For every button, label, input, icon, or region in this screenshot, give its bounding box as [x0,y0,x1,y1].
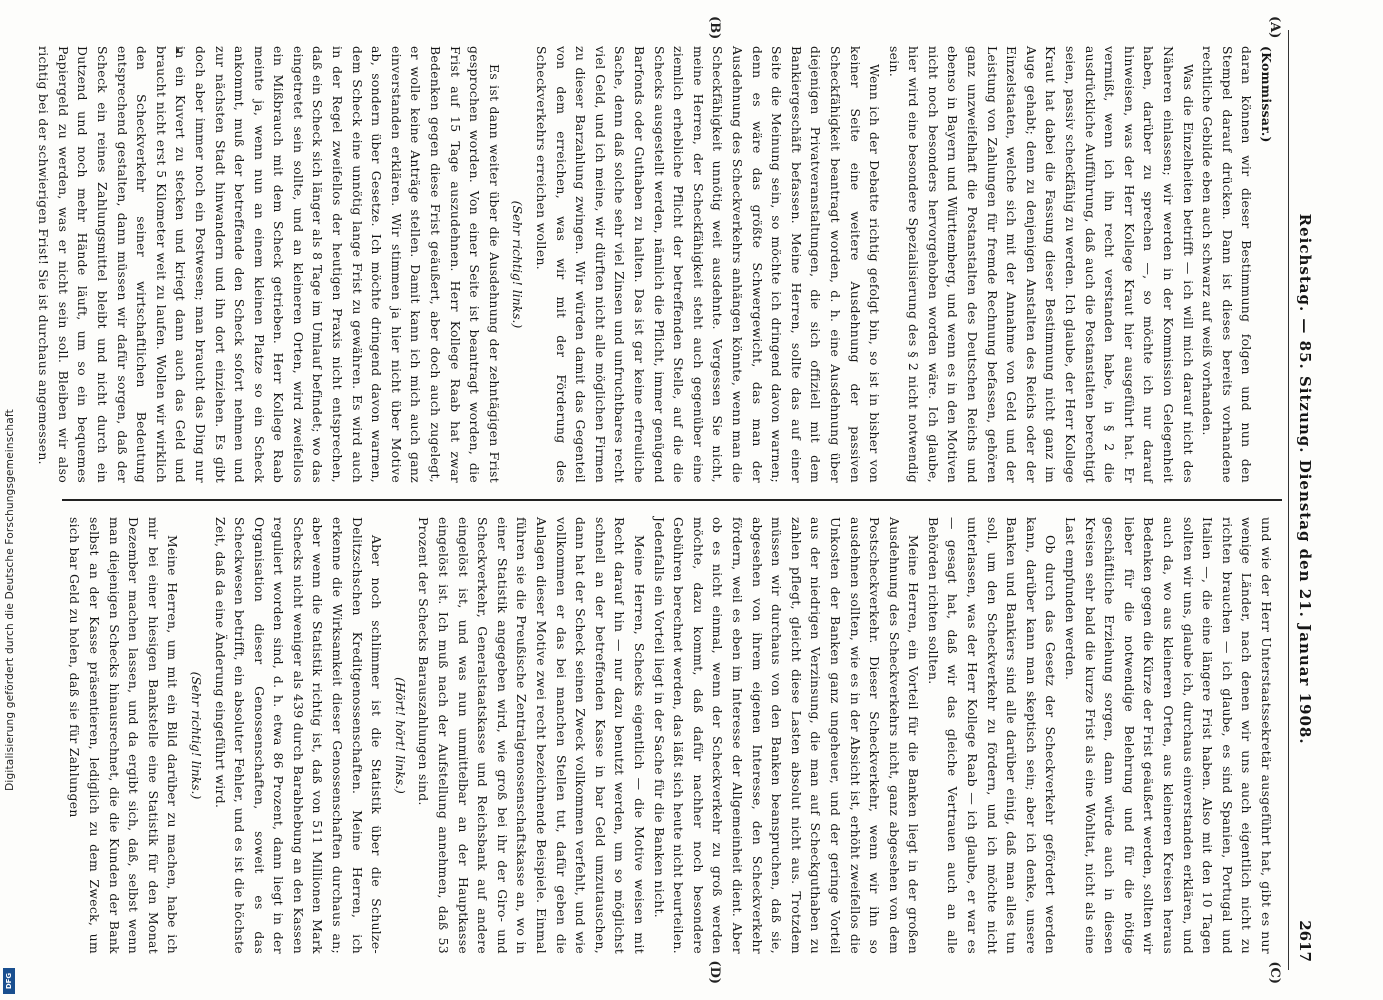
paragraph: und wie der Herr Unterstaatssekretär ausgeführt hat, gibt es nur wenige Länder, nach denen wir uns auch eigentlich nicht zu richten brauchen — ich glaube, es sind Spanien, Portugal und Italien —, die eine längere Frist haben. Also mit den 10 Tagen sollten wir uns, glaube ich, durchaus einverstanden erklären, und auch da, wo aus kleineren Orten, aus kleineren Kreisen heraus Bedenken gegen die Kürze der Frist geäußert werden, sollten wir lieber für die notwendige Belehrung und für die nötige geschäftliche Erziehung sorgen, dann würde auch in diesen Kreisen sehr bald die kurze Frist als eine Wohltat, nicht als eine Last empfunden werden. [1062,517,1274,954]
paragraph: Meine Herren, Schecks eigentlich — die Motive weisen mit Recht darauf hin — nur dazu benutzt werden, um so möglichst schnell an der betreffenden Kasse in bar Geld umzutauschen, dann hat der Scheck seinen Zweck vollkommen verfehlt, und wie vollkommen er das bei manchen Stellen tut, dafür geben die Anlagen dieser Motive zwei recht bezeichnende Beispiele. Einmal führen sie die Preußische Zentralgenossenschaftskasse an, wo in einer Statistik angegeben wird, wie groß bei ihr der Giro- und Scheckverkehr, Generalstaatskasse und Reichsbank auf andere eingelöst ist, und was nun unmittelbar an der Hauptkasse eingelöst ist. Ich muß nach der Aufstellung annehmen, daß 53 Prozent der Schecks Barauszahlungen sind. [415,517,647,954]
dfg-logo [3,968,15,994]
speaker-label: (Kommissar.) [1258,46,1274,143]
margin-marker-d: (D) [706,960,722,984]
digitization-note: Digitalisierung gefördert durch die Deutsche Forschungsgemeinschaft [4,409,16,791]
margin-marker-b: (B) [706,16,722,40]
rotated-page-content [35,16,1322,984]
page-header [1288,30,1322,970]
margin-marker-a: (A) [1266,16,1282,39]
interjection: (Sehr richtig! links.) [509,200,525,329]
paragraph: Aber noch schlimmer ist die Statistik über die Schulze-Delitzschschen Kreditgenossenschaften. Meine Herren, ich erkenne die Wirksamkeit dieser Genossenschaften durchaus an; aber wenn die Statistik richtig ist, daß von 511 Millionen Mark Schecks nicht weniger als 439 durch Barabhebung an den Kassen reguliert worden sind, d. h. etwa 86 Prozent, dann liegt in der Organisation dieser Genossenschaften, soweit es das Scheckwesen betrifft, ein absoluter Fehler, und es ist die höchste Zeit, daß da eine Änderung eingeführt wird. [212,517,384,954]
interjection: (Hört! hört! links.) [392,677,408,794]
dfg-logo-text: DFG [5,972,13,990]
paragraph: Wenn ich der Debatte richtig gefolgt bin, so ist in bisher von keiner Seite eine weitere Ausdehnung der passiven Scheckfähigkeit beantragt worden, d. h. eine Ausdehnung über diejenigen Privatveranstaltungen, die sich offiziell mit dem Bankiergeschäft befassen. Meine Herren, sollte das auf einer Seite die Meinung sein, so möchte ich dringend davon warnen; denn es wäre das größte Schwergewicht, das man der Ausdehnung des Scheckverkehrs anhängen könnte, wenn man die Scheckfähigkeit unnötig weit ausdehnte. Vergessen Sie nicht, meine Herren, der Scheckfähigkeit steht auch gegenüber eine ziemlich erhebliche Pflicht der betreffenden Stelle, auf die die Schecks ausgestellt werden, nämlich die Pflicht, immer genügend Barfonds oder Guthaben zu halten. Das ist gar keine erfreuliche Sache, denn daß solche sehr viel Zinsen und unfruchtbares recht viel Geld, und ich meine, wir dürften nicht alle möglichen Firmen zu dieser Barzahlung zwingen. Wir würden damit das Gegenteil von dem erreichen, was wir mit der Förderung des Scheckverkehrs erreichen wollen. [533,46,882,483]
header-title: Reichstag. — 85. Sitzung. Dienstag den 21. Januar 1908. [1296,213,1314,745]
page-number: 2617 [1296,920,1314,962]
paragraph: Meine Herren, ein Vorteil für die Banken liegt in der großen Ausdehnung des Scheckverkehrs nicht, ganz abgesehen von dem Postscheckverkehr. Dieser Scheckverkehr, wenn wir ihn so ausdehnen sollten, wie es in der Absicht ist, erhöht zweifellos die Unkosten der Banken ganz ungeheuer, und der geringe Vorteil aus der niedrigen Verzinsung, die man auf Scheckguthaben zu zahlen pflegt, gleicht diese Lasten absolut nicht aus. Trotzdem müssen wir durchaus von den Banken beanspruchen, daß sie, abgesehen von ihrem eigenen Interesse, den Scheckverkehr fördern, weil es eben im Interesse der Allgemeinheit dient. Aber ob es nicht einmal, wenn der Scheckverkehr zu groß werden möchte, dazu kommt, daß dafür nachher noch besondere Gebühren berechnet werden, das läßt sich heute nicht beurteilen. Jedenfalls ein Vorteil liegt in der Sache für die Banken nicht. [651,517,921,954]
margin-marker-c: (C) [1266,961,1282,984]
paragraph: Was die Einzelheiten betrifft — ich will mich darauf nicht des Näheren einlassen; wir werden in der Kommission Gelegenheit haben, darüber zu sprechen —, so möchte ich nur darauf hinweisen, was der Herr Kollege Kraut hier ausgeführt hat. Er vermißt, wenn ich ihn recht verstanden habe, in § 2 die ausdrückliche Aufführung, daß auch die Postanstalten berechtigt seien, passiv scheckfähig zu werden. Ich glaube, der Herr Kollege Kraut hat dabei die Fassung dieser Bestimmung nicht ganz im Auge gehabt; denn zu denjenigen Anstalten des Reichs oder der Einzelstaaten, welche sich mit der Annahme von Geld und der Leistung von Zahlungen für fremde Rechnung befassen, gehören ganz unzweifelhaft die Postanstalten des Deutschen Reichs und ebenso in Bayern und Württemberg, und wenn es in den Motiven nicht noch besonders hervorgehoben worden wäre. Ich glaube, hier wird eine besondere Spezialisierung des § 2 nicht notwendig sein. [886,46,1196,483]
paragraph: Meine Herren, um mit ein Bild darüber zu machen, habe ich mir bei einer hiesigen Bankstelle eine Statistik für den Monat Dezember machen lassen, und da ergibt sich, daß, selbst wenn man diejenigen Schecks hinausrechnet, die die Kunden der Bank selbst an der Kasse präsentieren, lediglich zu dem Zweck, um sich bar Geld zu holen, daß sie für Zahlungen [66,517,180,954]
text-columns [35,16,1282,984]
paragraph: Ob durch das Gesetz der Scheckverkehr gefördert werden kann, darüber kann man skeptisch sein; aber ich denke, unsere Banken und Bankiers sind alle darüber einig, daß man alles tun soll, um den Scheckverkehr zu fördern, und ich möchte nicht unterlassen, was der Herr Kollege Raab — ich glaube, er war es — gesagt hat, daß wir das gleiche Vertrauen auch an alle Behörden richten sollten. [925,517,1058,954]
paragraph: daran können wir dieser Bestimmung folgen und nun den Stempel darauf drücken. Dann ist dieses bereits vorhandene rechtliche Gebilde eben auch schwarz auf weiß vorhanden. [1199,46,1254,483]
right-column [62,501,1282,984]
interjection: (Sehr richtig! links.) [188,671,204,800]
digitization-footer [2,0,18,1000]
paragraph: Es ist dann weiter über die Ausdehnung der zehntägigen Frist gesprochen worden. Von einer Seite ist beantragt worden, die Frist auf 15 Tage auszudehnen. Herr Kollege Raab hat zwar Bedenken gegen diese Frist geäußert, aber doch auch zugelegt, er wolle keine Anträge stellen. Damit kann ich mich auch ganz einverstanden erklären. Wir stimmen ja hier nicht über Motive ab, sondern über Gesetze. Ich möchte dringend davon warnen, dem Scheck eine unnötig lange Frist zu gewähren. Es wird auch in der Regel zweifellos der heutigen Praxis nicht entsprechen, daß ein Scheck sich länger als 8 Tage im Umlauf befindet; wo das eingetretet sein sollte, und an kleineren Orten, wird zweifellos ein Mißbrauch mit dem Scheck getrieben. Herr Kollege Raab meinte ja, wenn nun an einem kleinen Platze so ein Scheck ankommt, muß der betreffende den Scheck sofort nehmen und zur nächsten Stadt hinwandern und ihn dort einziehen. Es gibt doch aber immer noch ein Postwesen; man braucht das Ding nur in ein Kuvert zu stecken und kriegt dann auch das Geld und braucht nicht erst 5 Kilometer weit zu laufen. Wollen wir wirklich den Scheckverkehr seiner wirtschaftlichen Bedeutung entsprechend gestalten, dann müssen wir dafür sorgen, daß der Scheck ein reines Zahlungsmittel bleibt und nicht durch ein Dutzend und noch mehr Hände läuft, um so ein bequemes Papiergeld zu werden, was er nicht sein soll. Bleiben wir also richtig bei der schwierigen Frist! Sie ist durchaus angemessen. [35,46,502,483]
left-column [35,16,1282,501]
